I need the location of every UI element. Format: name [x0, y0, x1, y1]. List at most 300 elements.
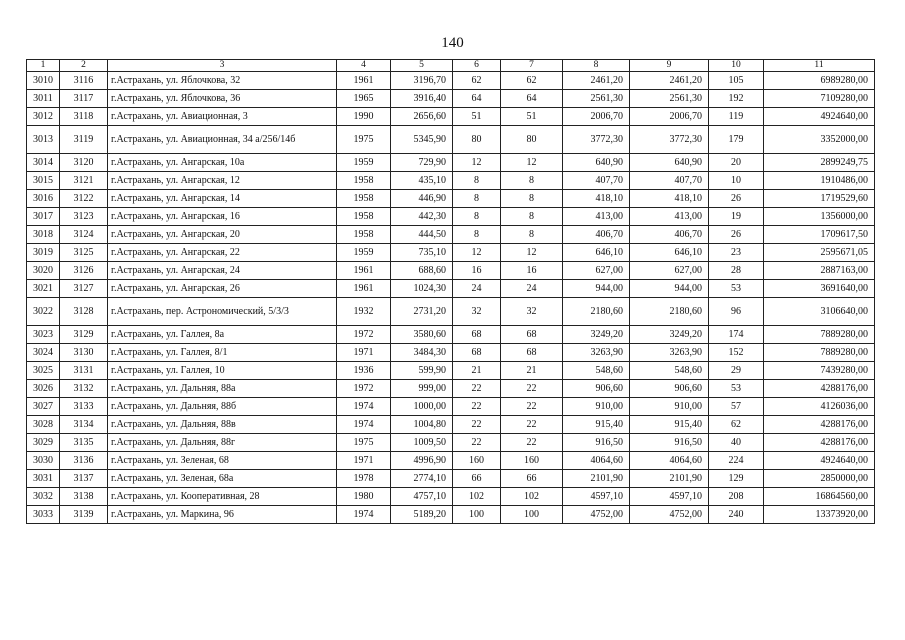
cell-year: 1932: [337, 298, 391, 326]
cell-area-total: 1004,80: [391, 416, 453, 434]
cell-row-number: 3017: [27, 208, 60, 226]
cell-residents: 62: [709, 416, 764, 434]
cell-area-living: 4064,60: [563, 452, 630, 470]
cell-amount: 4288176,00: [764, 416, 875, 434]
column-header-8: 8: [563, 60, 630, 72]
cell-apartments: 16: [453, 262, 501, 280]
cell-address: г.Астрахань, ул. Ангарская, 12: [108, 172, 337, 190]
cell-year: 1974: [337, 416, 391, 434]
column-header-7: 7: [501, 60, 563, 72]
cell-year: 1980: [337, 488, 391, 506]
cell-address: г.Астрахань, ул. Дальняя, 88а: [108, 380, 337, 398]
cell-residents: 53: [709, 380, 764, 398]
cell-area-living: 916,50: [563, 434, 630, 452]
cell-year: 1971: [337, 452, 391, 470]
cell-area-living-2: 916,50: [630, 434, 709, 452]
cell-apartments-2: 8: [501, 190, 563, 208]
cell-area-living: 407,70: [563, 172, 630, 190]
cell-area-total: 3916,40: [391, 90, 453, 108]
cell-year: 1961: [337, 280, 391, 298]
cell-row-number: 3033: [27, 506, 60, 524]
cell-area-living: 627,00: [563, 262, 630, 280]
cell-apartments-2: 22: [501, 398, 563, 416]
cell-apartments: 80: [453, 126, 501, 154]
cell-area-total: 599,90: [391, 362, 453, 380]
cell-area-living: 2006,70: [563, 108, 630, 126]
header-row: [27, 60, 875, 72]
table-row: [27, 90, 875, 108]
cell-area-total: 3196,70: [391, 72, 453, 90]
cell-area-total: 1024,30: [391, 280, 453, 298]
cell-amount: 4924640,00: [764, 452, 875, 470]
cell-object-id: 3123: [60, 208, 108, 226]
cell-area-total: 3580,60: [391, 326, 453, 344]
cell-amount: 16864560,00: [764, 488, 875, 506]
cell-object-id: 3139: [60, 506, 108, 524]
cell-area-living: 548,60: [563, 362, 630, 380]
cell-address: г.Астрахань, пер. Астрономический, 5/3/3: [108, 298, 337, 326]
table-row: [27, 416, 875, 434]
cell-year: 1961: [337, 72, 391, 90]
cell-amount: 4288176,00: [764, 380, 875, 398]
cell-area-living-2: 406,70: [630, 226, 709, 244]
cell-address: г.Астрахань, ул. Галлея, 8а: [108, 326, 337, 344]
cell-object-id: 3131: [60, 362, 108, 380]
cell-address: г.Астрахань, ул. Ангарская, 10а: [108, 154, 337, 172]
cell-residents: 152: [709, 344, 764, 362]
cell-year: 1974: [337, 506, 391, 524]
table-row: [27, 298, 875, 326]
cell-area-living: 406,70: [563, 226, 630, 244]
cell-apartments-2: 22: [501, 434, 563, 452]
cell-area-living-2: 413,00: [630, 208, 709, 226]
cell-row-number: 3012: [27, 108, 60, 126]
cell-address: г.Астрахань, ул. Ангарская, 26: [108, 280, 337, 298]
cell-area-living-2: 4597,10: [630, 488, 709, 506]
cell-area-total: 688,60: [391, 262, 453, 280]
cell-area-total: 999,00: [391, 380, 453, 398]
table-row: [27, 172, 875, 190]
cell-area-living: 915,40: [563, 416, 630, 434]
cell-apartments-2: 51: [501, 108, 563, 126]
cell-residents: 26: [709, 190, 764, 208]
cell-object-id: 3137: [60, 470, 108, 488]
cell-area-living-2: 640,90: [630, 154, 709, 172]
cell-apartments: 12: [453, 244, 501, 262]
cell-apartments: 22: [453, 434, 501, 452]
cell-area-living-2: 906,60: [630, 380, 709, 398]
cell-amount: 7109280,00: [764, 90, 875, 108]
table-row: [27, 470, 875, 488]
cell-apartments: 8: [453, 172, 501, 190]
cell-amount: 3352000,00: [764, 126, 875, 154]
cell-address: г.Астрахань, ул. Яблочкова, 32: [108, 72, 337, 90]
cell-area-living: 910,00: [563, 398, 630, 416]
table-row: [27, 244, 875, 262]
cell-amount: 1709617,50: [764, 226, 875, 244]
column-header-5: 5: [391, 60, 453, 72]
cell-object-id: 3120: [60, 154, 108, 172]
cell-amount: 7889280,00: [764, 326, 875, 344]
cell-year: 1959: [337, 154, 391, 172]
column-header-1: 1: [27, 60, 60, 72]
cell-area-living-2: 2561,30: [630, 90, 709, 108]
cell-row-number: 3026: [27, 380, 60, 398]
cell-year: 1958: [337, 208, 391, 226]
cell-address: г.Астрахань, ул. Ангарская, 16: [108, 208, 337, 226]
cell-year: 1975: [337, 126, 391, 154]
column-header-4: 4: [337, 60, 391, 72]
cell-year: 1958: [337, 226, 391, 244]
cell-apartments-2: 68: [501, 344, 563, 362]
cell-area-living: 2180,60: [563, 298, 630, 326]
cell-address: г.Астрахань, ул. Галлея, 10: [108, 362, 337, 380]
cell-apartments-2: 8: [501, 226, 563, 244]
cell-address: г.Астрахань, ул. Яблочкова, 36: [108, 90, 337, 108]
cell-area-total: 2731,20: [391, 298, 453, 326]
cell-year: 1971: [337, 344, 391, 362]
cell-area-living: 944,00: [563, 280, 630, 298]
cell-apartments: 66: [453, 470, 501, 488]
cell-amount: 2887163,00: [764, 262, 875, 280]
cell-area-living-2: 3263,90: [630, 344, 709, 362]
cell-year: 1936: [337, 362, 391, 380]
cell-address: г.Астрахань, ул. Дальняя, 88г: [108, 434, 337, 452]
cell-apartments-2: 16: [501, 262, 563, 280]
cell-address: г.Астрахань, ул. Ангарская, 24: [108, 262, 337, 280]
cell-area-living-2: 3249,20: [630, 326, 709, 344]
cell-amount: 7889280,00: [764, 344, 875, 362]
cell-residents: 208: [709, 488, 764, 506]
cell-residents: 29: [709, 362, 764, 380]
cell-apartments: 100: [453, 506, 501, 524]
cell-residents: 53: [709, 280, 764, 298]
cell-row-number: 3015: [27, 172, 60, 190]
table-row: [27, 190, 875, 208]
cell-area-living: 3772,30: [563, 126, 630, 154]
cell-object-id: 3136: [60, 452, 108, 470]
table-row: [27, 154, 875, 172]
cell-apartments-2: 12: [501, 154, 563, 172]
cell-row-number: 3024: [27, 344, 60, 362]
cell-year: 1958: [337, 190, 391, 208]
cell-apartments-2: 12: [501, 244, 563, 262]
cell-apartments: 68: [453, 326, 501, 344]
cell-row-number: 3029: [27, 434, 60, 452]
cell-area-living: 2101,90: [563, 470, 630, 488]
cell-area-living-2: 944,00: [630, 280, 709, 298]
cell-object-id: 3117: [60, 90, 108, 108]
cell-object-id: 3128: [60, 298, 108, 326]
cell-area-total: 435,10: [391, 172, 453, 190]
cell-area-living: 640,90: [563, 154, 630, 172]
cell-apartments: 68: [453, 344, 501, 362]
cell-apartments-2: 32: [501, 298, 563, 326]
cell-apartments: 22: [453, 398, 501, 416]
page-number: 140: [441, 35, 464, 51]
cell-area-living: 2461,20: [563, 72, 630, 90]
cell-object-id: 3116: [60, 72, 108, 90]
cell-row-number: 3011: [27, 90, 60, 108]
cell-year: 1965: [337, 90, 391, 108]
cell-area-total: 2656,60: [391, 108, 453, 126]
cell-apartments: 160: [453, 452, 501, 470]
cell-area-total: 1000,00: [391, 398, 453, 416]
cell-area-living-2: 2101,90: [630, 470, 709, 488]
cell-area-total: 4757,10: [391, 488, 453, 506]
cell-object-id: 3132: [60, 380, 108, 398]
cell-residents: 40: [709, 434, 764, 452]
cell-object-id: 3126: [60, 262, 108, 280]
cell-amount: 3106640,00: [764, 298, 875, 326]
cell-area-living: 413,00: [563, 208, 630, 226]
housing-table: [26, 59, 875, 524]
cell-apartments-2: 22: [501, 416, 563, 434]
cell-address: г.Астрахань, ул. Кооперативная, 28: [108, 488, 337, 506]
table-row: [27, 362, 875, 380]
cell-row-number: 3010: [27, 72, 60, 90]
cell-residents: 20: [709, 154, 764, 172]
cell-area-living-2: 4064,60: [630, 452, 709, 470]
cell-object-id: 3129: [60, 326, 108, 344]
cell-residents: 57: [709, 398, 764, 416]
cell-apartments: 22: [453, 416, 501, 434]
cell-apartments: 32: [453, 298, 501, 326]
cell-row-number: 3023: [27, 326, 60, 344]
cell-apartments-2: 21: [501, 362, 563, 380]
cell-apartments-2: 8: [501, 208, 563, 226]
cell-residents: 179: [709, 126, 764, 154]
cell-row-number: 3032: [27, 488, 60, 506]
cell-apartments-2: 100: [501, 506, 563, 524]
cell-area-living: 646,10: [563, 244, 630, 262]
cell-area-living: 418,10: [563, 190, 630, 208]
cell-apartments: 8: [453, 208, 501, 226]
cell-address: г.Астрахань, ул. Маркина, 96: [108, 506, 337, 524]
cell-object-id: 3138: [60, 488, 108, 506]
cell-area-living: 906,60: [563, 380, 630, 398]
table-row: [27, 488, 875, 506]
cell-apartments: 8: [453, 226, 501, 244]
cell-address: г.Астрахань, ул. Авиационная, 3: [108, 108, 337, 126]
cell-year: 1990: [337, 108, 391, 126]
cell-area-living-2: 407,70: [630, 172, 709, 190]
table-row: [27, 126, 875, 154]
cell-amount: 1719529,60: [764, 190, 875, 208]
cell-apartments: 12: [453, 154, 501, 172]
cell-residents: 10: [709, 172, 764, 190]
cell-apartments-2: 80: [501, 126, 563, 154]
cell-apartments-2: 68: [501, 326, 563, 344]
cell-year: 1972: [337, 326, 391, 344]
cell-row-number: 3028: [27, 416, 60, 434]
cell-address: г.Астрахань, ул. Зеленая, 68а: [108, 470, 337, 488]
column-header-11: 11: [764, 60, 875, 72]
cell-area-living-2: 2006,70: [630, 108, 709, 126]
cell-area-living-2: 418,10: [630, 190, 709, 208]
cell-residents: 224: [709, 452, 764, 470]
cell-area-living-2: 3772,30: [630, 126, 709, 154]
cell-area-total: 4996,90: [391, 452, 453, 470]
cell-year: 1974: [337, 398, 391, 416]
cell-apartments: 62: [453, 72, 501, 90]
cell-area-total: 5189,20: [391, 506, 453, 524]
cell-area-total: 442,30: [391, 208, 453, 226]
cell-area-living-2: 548,60: [630, 362, 709, 380]
cell-amount: 2595671,05: [764, 244, 875, 262]
cell-address: г.Астрахань, ул. Дальняя, 88в: [108, 416, 337, 434]
cell-object-id: 3118: [60, 108, 108, 126]
cell-area-living-2: 2461,20: [630, 72, 709, 90]
cell-amount: 4288176,00: [764, 434, 875, 452]
cell-row-number: 3021: [27, 280, 60, 298]
cell-year: 1975: [337, 434, 391, 452]
cell-apartments-2: 22: [501, 380, 563, 398]
cell-area-total: 735,10: [391, 244, 453, 262]
column-header-10: 10: [709, 60, 764, 72]
cell-row-number: 3030: [27, 452, 60, 470]
cell-row-number: 3016: [27, 190, 60, 208]
cell-residents: 129: [709, 470, 764, 488]
cell-amount: 7439280,00: [764, 362, 875, 380]
cell-year: 1978: [337, 470, 391, 488]
cell-residents: 26: [709, 226, 764, 244]
cell-apartments: 24: [453, 280, 501, 298]
cell-amount: 4126036,00: [764, 398, 875, 416]
cell-row-number: 3031: [27, 470, 60, 488]
cell-row-number: 3013: [27, 126, 60, 154]
cell-amount: 1910486,00: [764, 172, 875, 190]
cell-area-total: 1009,50: [391, 434, 453, 452]
cell-amount: 4924640,00: [764, 108, 875, 126]
table-row: [27, 226, 875, 244]
table-row: [27, 72, 875, 90]
table-row: [27, 344, 875, 362]
cell-address: г.Астрахань, ул. Ангарская, 22: [108, 244, 337, 262]
cell-object-id: 3119: [60, 126, 108, 154]
cell-object-id: 3133: [60, 398, 108, 416]
cell-object-id: 3130: [60, 344, 108, 362]
cell-address: г.Астрахань, ул. Дальняя, 88б: [108, 398, 337, 416]
cell-apartments-2: 24: [501, 280, 563, 298]
cell-object-id: 3134: [60, 416, 108, 434]
cell-area-total: 3484,30: [391, 344, 453, 362]
cell-year: 1961: [337, 262, 391, 280]
cell-area-living-2: 915,40: [630, 416, 709, 434]
cell-area-living-2: 627,00: [630, 262, 709, 280]
column-header-2: 2: [60, 60, 108, 72]
cell-apartments-2: 102: [501, 488, 563, 506]
cell-row-number: 3022: [27, 298, 60, 326]
cell-apartments: 8: [453, 190, 501, 208]
cell-row-number: 3025: [27, 362, 60, 380]
cell-area-living: 4752,00: [563, 506, 630, 524]
cell-apartments-2: 8: [501, 172, 563, 190]
cell-area-living-2: 910,00: [630, 398, 709, 416]
cell-amount: 2850000,00: [764, 470, 875, 488]
cell-address: г.Астрахань, ул. Ангарская, 20: [108, 226, 337, 244]
column-header-6: 6: [453, 60, 501, 72]
cell-apartments-2: 66: [501, 470, 563, 488]
table-row: [27, 434, 875, 452]
cell-apartments-2: 62: [501, 72, 563, 90]
cell-address: г.Астрахань, ул. Галлея, 8/1: [108, 344, 337, 362]
cell-object-id: 3125: [60, 244, 108, 262]
cell-area-living-2: 4752,00: [630, 506, 709, 524]
cell-year: 1959: [337, 244, 391, 262]
cell-area-total: 444,50: [391, 226, 453, 244]
cell-row-number: 3020: [27, 262, 60, 280]
cell-amount: 6989280,00: [764, 72, 875, 90]
table-row: [27, 506, 875, 524]
column-header-3: 3: [108, 60, 337, 72]
cell-address: г.Астрахань, ул. Зеленая, 68: [108, 452, 337, 470]
cell-area-living-2: 2180,60: [630, 298, 709, 326]
cell-year: 1972: [337, 380, 391, 398]
table-row: [27, 398, 875, 416]
table-row: [27, 108, 875, 126]
cell-residents: 174: [709, 326, 764, 344]
cell-row-number: 3014: [27, 154, 60, 172]
cell-object-id: 3124: [60, 226, 108, 244]
cell-amount: 3691640,00: [764, 280, 875, 298]
cell-residents: 28: [709, 262, 764, 280]
cell-apartments-2: 160: [501, 452, 563, 470]
cell-apartments-2: 64: [501, 90, 563, 108]
table-row: [27, 262, 875, 280]
cell-object-id: 3122: [60, 190, 108, 208]
cell-residents: 96: [709, 298, 764, 326]
cell-address: г.Астрахань, ул. Авиационная, 34 а/256/14б: [108, 126, 337, 154]
table-body: [27, 60, 875, 524]
table-row: [27, 326, 875, 344]
cell-amount: 2899249,75: [764, 154, 875, 172]
cell-area-total: 729,90: [391, 154, 453, 172]
cell-residents: 105: [709, 72, 764, 90]
cell-area-total: 2774,10: [391, 470, 453, 488]
cell-area-living: 4597,10: [563, 488, 630, 506]
table-row: [27, 380, 875, 398]
cell-residents: 23: [709, 244, 764, 262]
cell-residents: 119: [709, 108, 764, 126]
cell-area-living: 2561,30: [563, 90, 630, 108]
cell-object-id: 3127: [60, 280, 108, 298]
cell-area-living: 3263,90: [563, 344, 630, 362]
cell-area-living: 3249,20: [563, 326, 630, 344]
cell-residents: 19: [709, 208, 764, 226]
cell-residents: 240: [709, 506, 764, 524]
table-row: [27, 280, 875, 298]
cell-object-id: 3121: [60, 172, 108, 190]
column-header-9: 9: [630, 60, 709, 72]
cell-apartments: 102: [453, 488, 501, 506]
cell-residents: 192: [709, 90, 764, 108]
table-row: [27, 208, 875, 226]
cell-apartments: 51: [453, 108, 501, 126]
cell-amount: 13373920,00: [764, 506, 875, 524]
cell-year: 1958: [337, 172, 391, 190]
table-row: [27, 452, 875, 470]
cell-address: г.Астрахань, ул. Ангарская, 14: [108, 190, 337, 208]
cell-row-number: 3018: [27, 226, 60, 244]
cell-row-number: 3027: [27, 398, 60, 416]
cell-object-id: 3135: [60, 434, 108, 452]
cell-apartments: 21: [453, 362, 501, 380]
cell-amount: 1356000,00: [764, 208, 875, 226]
cell-area-total: 446,90: [391, 190, 453, 208]
cell-area-living-2: 646,10: [630, 244, 709, 262]
cell-apartments: 22: [453, 380, 501, 398]
